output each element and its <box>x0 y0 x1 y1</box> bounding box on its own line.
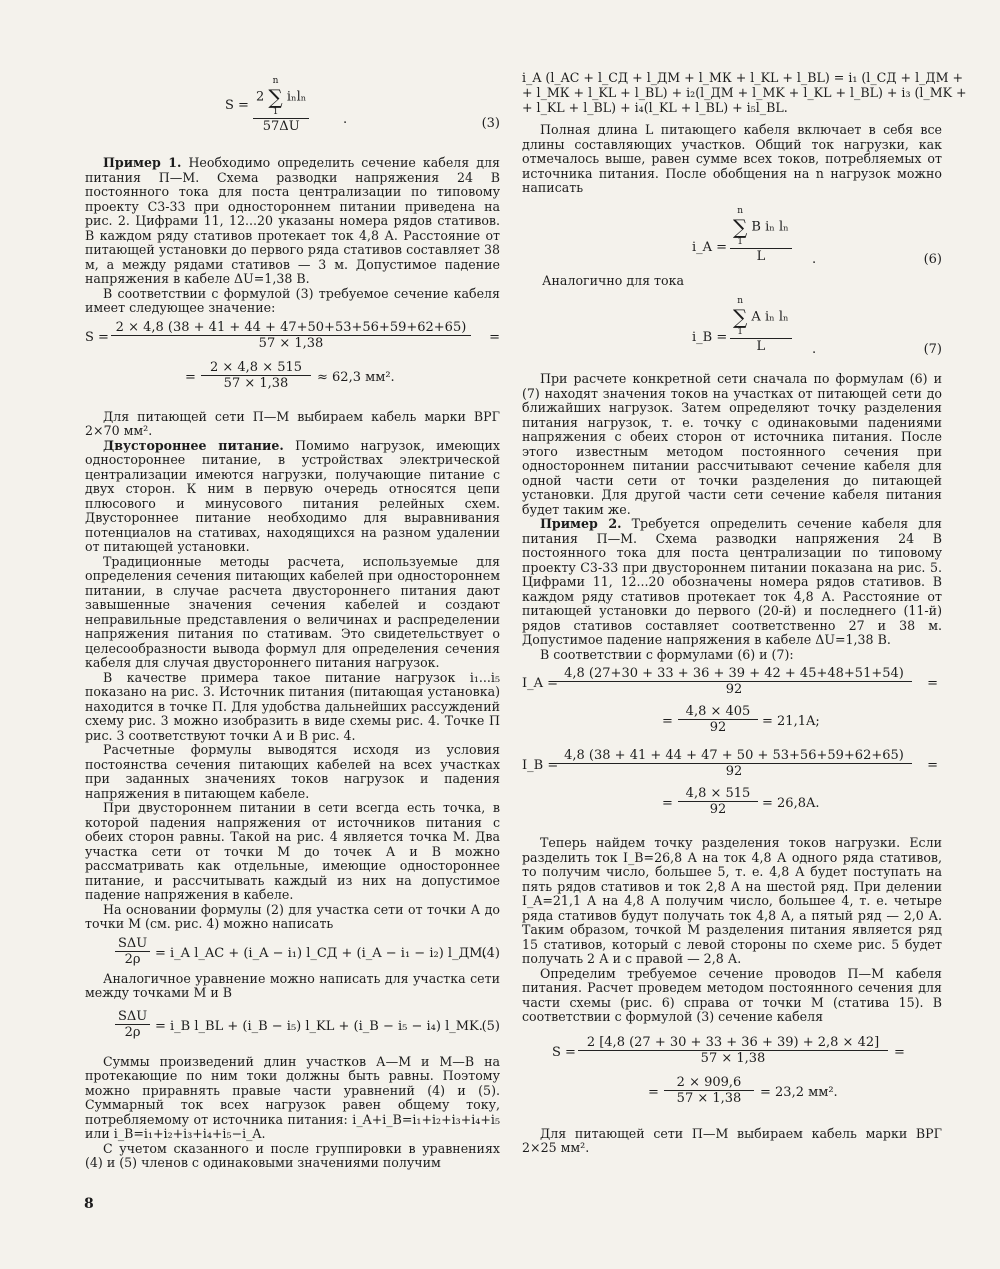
equation-number: (5) <box>481 1018 500 1034</box>
calc-den: 57 × 1,38 <box>223 375 289 391</box>
calc-num: 2 × 909,6 <box>664 1075 754 1091</box>
grouped-equation-line3: + l_KL + l_BL) + i₄(l_KL + l_BL) + i₅l_BL. <box>522 100 788 115</box>
calc-lhs: S = <box>552 1044 576 1060</box>
calc-fraction <box>111 320 471 351</box>
calc-fraction <box>556 666 912 697</box>
formula-6 <box>522 202 942 274</box>
formula-lhs: i_A = <box>692 239 728 255</box>
calc-num: 4,8 (38 + 41 + 44 + 47 + 50 + 53+56+59+62+65) <box>556 748 912 764</box>
paragraph-define: Определим требуемое сечение проводов П—М кабеля питания. Расчет проведем методом постоянного сечения для части схемы (рис. 6) справа от точки М (статива 15). В соответствии с формулой (3) сечение кабеля <box>522 965 942 1024</box>
calc-s-2 <box>85 356 500 396</box>
calc-result: = 26,8A. <box>762 796 820 811</box>
num: SΔU <box>115 1009 150 1025</box>
calc-fraction <box>556 748 912 779</box>
equation-number: (3) <box>481 116 500 131</box>
paragraph-cable2: Для питающей сети П—М выбираем кабель марки ВРГ 2×25 мм². <box>522 1125 942 1155</box>
paragraph-formula3: В соответствии с формулой (3) требуемое сечение кабеля имеет следующее значение: <box>85 285 500 315</box>
calc-den: 57 × 1,38 <box>676 1090 742 1106</box>
formula-rhs: = i_B l_BL + (i_B − i₅) l_KL + (i_B − i₅ − i₄) l_MK. <box>155 1018 483 1034</box>
formula-fraction <box>115 936 150 967</box>
calc-s-1 <box>85 318 500 352</box>
num: SΔU <box>115 936 150 952</box>
calc-ib-1 <box>522 746 942 780</box>
formula-fraction <box>730 296 792 354</box>
calc-ia-1 <box>522 664 942 698</box>
paragraph-sums: Суммы произведений длин участков А—М и М—В на протекающие по ним токи должны быть равны. Поэтому можно приравнять правые части уравнений (4) и (5). Суммарный ток всех нагрузок равен общему току, потребляемому от источника питания: i_A+i_B=i₁+i₂+i₃+i₄+i₅ или i_B=i₁+i₂+i₃+i₄+i₅−i_A. <box>85 1053 500 1141</box>
calc-lead: = <box>662 714 673 729</box>
formula-fraction <box>115 1009 150 1040</box>
calc-fraction <box>578 1035 888 1066</box>
calc-lhs: S = <box>85 329 109 345</box>
page-number: 8 <box>84 1196 94 1212</box>
coef: 2 <box>256 89 265 105</box>
right-column <box>522 70 967 1156</box>
calc-num: 4,8 × 515 <box>678 786 758 802</box>
den: 2ρ <box>124 951 141 967</box>
equation-number: (4) <box>481 945 500 961</box>
calc-lead: = <box>662 796 673 811</box>
sum-symbol: n ∑ 1 <box>733 205 748 247</box>
calc-fraction <box>664 1075 754 1106</box>
calc-num: 2 [4,8 (27 + 30 + 33 + 36 + 39) + 2,8 × 42] <box>578 1035 888 1051</box>
paragraph-group: С учетом сказанного и после группировки в уравнениях (4) и (5) членов с одинаковыми значениями получим <box>85 1140 500 1170</box>
paragraph-example: В качестве примера такое питание нагрузок i₁...i₅ показано на рис. 3. Источник питания (питающая установка) находится в точке П. Для удобства дальнейших рассуждений схему рис. 3 можно изобразить в виде схемы рис. 4. Точке П рис. 3 соответствуют точки А и В рис. 4. <box>85 669 500 743</box>
sum-lower: 1 <box>737 327 743 337</box>
formula-rhs: = i_A l_AC + (i_A − i₁) l_СД + (i_A − i₁ − i₂) l_ДМ. <box>155 945 487 961</box>
calc-eq: = <box>927 758 938 773</box>
num-body: B iₙ lₙ <box>751 219 789 234</box>
paragraph-traditional: Традиционные методы расчета, используемые для определения сечения питающих кабелей при одностороннем питании, в случае расчета двустороннего питания дают завышенные значения сечения кабелей и создают неправильные представления о величинах и распределении напряжения питания по стативам. Это свидетельствует о целесообразности вывода формул для определения сечения кабеля для случая двустороннего питания нагрузок. <box>85 553 500 670</box>
formula-lhs: i_B = <box>692 330 728 345</box>
example2-text: Требуется определить сечение кабеля для питания П—М. Схема разводки напряжения 24 В постоянного тока для поста централизации по типовому проекту С3-33 при двустороннем питании показана на рис. 5. Цифрами 11, 12...20 обозначены номера рядов стативов. В каждом ряду стативов протекает ток 4,8 А. Расстояние от питающей установки до первого (20-й) и последнего (11-й) рядов стативов составляет соответственно 27 и 38 м. Допустимое падение напряжения в кабеле ΔU=1,38 В. <box>522 516 942 647</box>
calc-num: 2 × 4,8 (38 + 41 + 44 + 47+50+53+56+59+62+65) <box>111 320 471 336</box>
formula-tail: . <box>343 112 348 127</box>
calc-s-right-1 <box>522 1033 942 1067</box>
formula-7 <box>522 292 942 364</box>
left-column <box>85 70 500 1171</box>
calc-lhs: I_B = <box>522 758 559 773</box>
equation-number: (6) <box>923 251 942 267</box>
paragraph-analog: Аналогичное уравнение можно написать для участка сети между точками М и В <box>85 970 500 1000</box>
two-sided-paragraph <box>85 439 500 555</box>
paragraph-now: Теперь найдем точку разделения токов нагрузки. Если разделить ток I_B=26,8 А на ток 4,8 А одного ряда стативов, то получим число, большее 5, т. е. 4,8 А будет поступать на пять рядов стативов и ток 2,8 А на шестой ряд. При делении I_A=21,1 А на 4,8 А получим число, большее 4, т. е. четыре ряда стативов будут получать ток 4,8 А, а пятый ряд — 2,0 А. Таким образом, точкой М разделения питания является ряд 15 стативов, который с левой стороны по схеме рис. 5 будет получать 2 А и с правой — 2,8 А. <box>522 835 942 966</box>
paragraph-basis: На основании формулы (2) для участка сети от точки А до точки М (см. рис. 4) можно написать <box>85 901 500 931</box>
calc-eq: = <box>894 1044 905 1060</box>
den: 57ΔU <box>262 119 300 134</box>
sum-lower: 1 <box>272 107 279 117</box>
calc-fraction <box>678 704 758 735</box>
two-sided-title: Двустороннее питание. <box>103 437 284 453</box>
grouped-equation-line1: i_A (l_AC + l_СД + l_ДМ + l_МК + l_KL + l_BL) = i₁ (l_СД + l_ДМ + <box>522 70 964 85</box>
formula-3 <box>85 70 500 140</box>
calc-ia-2 <box>522 700 942 740</box>
sum-upper: n <box>737 296 744 306</box>
paragraph-length: Полная длина L питающего кабеля включает в себя все длины составляющих участков. Общий ток нагрузки, как отмечалось выше, равен сумме всех токов, потребляемых от источника питания. После обобщения на n нагрузок можно написать <box>522 122 942 195</box>
example1-paragraph <box>85 156 500 287</box>
calc-num: 4,8 × 405 <box>678 704 758 720</box>
sum-symbol: n ∑ 1 <box>268 76 283 117</box>
paragraph-calc-formulas: Расчетные формулы выводятся исходя из условия постоянства сечения питающих кабелей на всех участках при заданных значениях токов нагрузок и падения напряжения в питающем кабеле. <box>85 742 500 801</box>
example1-text: Необходимо определить сечение кабеля для питания П—М. Схема разводки напряжения 24 В постоянного тока для поста централизации по типовому проекту С3-33 при одностороннем питании приведена на рис. 2. Цифрами 11, 12...20 указаны номера рядов стативов. В каждом ряду стативов протекает ток 4,8 А. Расстояние от питающей установки до первого ряда стативов составляет 38 м, а между рядами стативов — 3 м. Допустимое падение напряжения в кабеле ΔU=1,38 В. <box>85 155 500 286</box>
calc-num: 4,8 (27+30 + 33 + 36 + 39 + 42 + 45+48+51+54) <box>556 666 912 682</box>
formula-fraction <box>730 206 792 264</box>
calc-s-right-2 <box>522 1071 942 1111</box>
calc-lead: = <box>185 369 196 385</box>
calc-result: = 23,2 мм². <box>760 1084 838 1100</box>
calc-den: 92 <box>709 802 727 817</box>
calc-lhs: I_A = <box>522 676 559 691</box>
calc-eq: = <box>927 676 938 691</box>
formula-fraction <box>253 76 309 134</box>
calc-fraction <box>201 360 311 391</box>
two-sided-text: Помимо нагрузок, имеющих одностороннее питание, в устройствах электрической централизации имеются нагрузки, получающие питание с двух сторон. К ним в первую очередь относятся цепи плюсового и минусового питания релейных схем. Двустороннее питание необходимо для выравнивания потенциалов на стативах, находящихся на разном удалении от питающей установки. <box>85 437 500 554</box>
sum-upper: n <box>272 76 279 86</box>
den: L <box>756 248 766 264</box>
calc-result: = 21,1A; <box>762 714 820 729</box>
calc-den: 92 <box>725 764 743 779</box>
sum-upper: n <box>737 205 744 216</box>
example2-paragraph <box>522 517 942 648</box>
calc-den: 92 <box>709 720 727 735</box>
grouped-equation-line2: + l_МК + l_KL + l_BL) + i₂(l_ДМ + l_MK + l_KL + l_BL) + i₃ (l_MK + <box>522 85 967 100</box>
calc-den: 57 × 1,38 <box>258 335 324 351</box>
paragraph-formulas67: В соответствии с формулами (6) и (7): <box>540 646 794 662</box>
num-body: A iₙ lₙ <box>751 309 789 325</box>
example2-title: Пример 2. <box>540 516 622 531</box>
example1-title: Пример 1. <box>103 155 182 170</box>
calc-ib-2 <box>522 782 942 822</box>
num-body: iₙlₙ <box>286 89 307 105</box>
calc-den: 57 × 1,38 <box>700 1050 766 1066</box>
equation-number: (7) <box>923 342 942 357</box>
den: 2ρ <box>124 1024 141 1040</box>
paragraph-concrete: При расчете конкретной сети сначала по формулам (6) и (7) находят значения токов на участках от питающей сети до ближайших нагрузок. Затем определяют точку разделения питания нагрузок, т. е. точку с одинаковыми падениями напряжения с обеих сторон от источника питания. После этого известным методом постоянного сечения при одностороннем питании рассчитывают сечение кабеля для одной части сети от точки разделения до питающей установки. Для другой части сети сечение кабеля питания будет таким же. <box>522 371 942 517</box>
formula-tail: . <box>812 342 817 357</box>
calc-lead: = <box>648 1084 659 1100</box>
calc-num: 2 × 4,8 × 515 <box>201 360 311 376</box>
formula-4 <box>85 934 500 972</box>
sum-lower: 1 <box>737 236 743 247</box>
sum-symbol: n ∑ 1 <box>733 296 748 337</box>
formula-lhs: S = <box>225 98 249 113</box>
calc-eq: = <box>489 329 500 345</box>
grouped-equation <box>522 70 967 115</box>
formula-5 <box>85 1005 500 1045</box>
calc-fraction <box>678 786 758 817</box>
paragraph-point: При двустороннем питании в сети всегда есть точка, в которой падения напряжения от источников питания с обеих сторон равны. Такой на рис. 4 является точка М. Два участка сети от точки М до точек А и В можно рассматривать как отдельные, имеющие одностороннее питание, и рассчитывать каждый из них на допустимое падение напряжения в кабеле. <box>85 800 500 902</box>
calc-den: 92 <box>725 682 743 697</box>
den: L <box>756 339 766 354</box>
formula-tail: . <box>812 251 817 267</box>
paragraph-cable1: Для питающей сети П—М выбираем кабель марки ВРГ 2×70 мм². <box>85 408 500 438</box>
calc-result: ≈ 62,3 мм². <box>317 369 395 385</box>
paragraph-similar: Аналогично для тока <box>542 272 684 288</box>
